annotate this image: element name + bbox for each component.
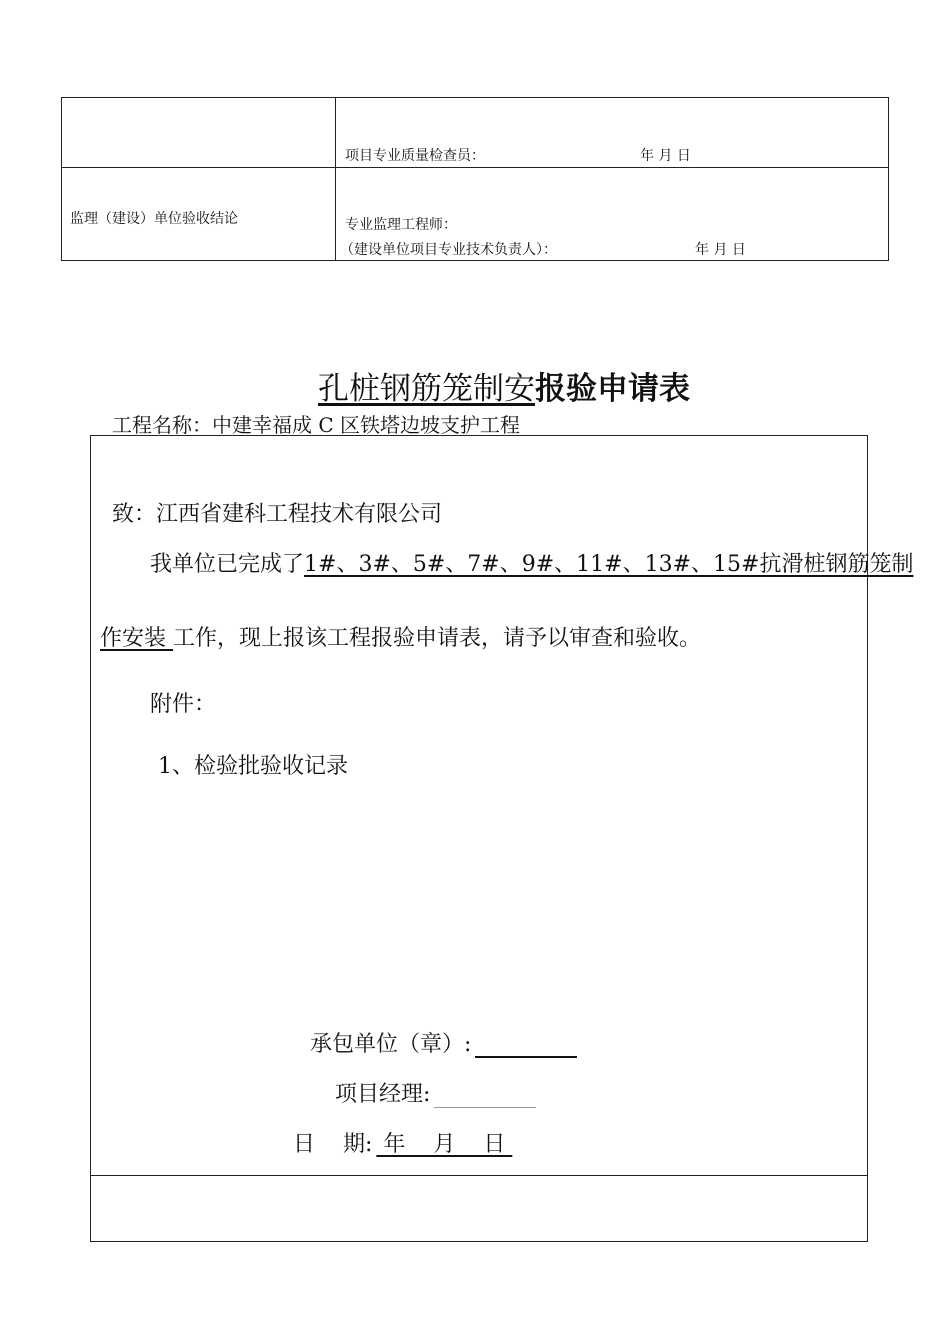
top-signoff-table [61, 97, 889, 261]
contractor-seal-line [310, 1027, 577, 1058]
engineer-date: 年 月 日 [695, 242, 746, 258]
completed-prefix: 我单位已完成了 [150, 552, 305, 577]
table-divider-vertical [335, 98, 336, 260]
contractor-label: 承包单位（章）: [310, 1032, 472, 1057]
project-manager-blank [434, 1085, 536, 1108]
completed-work-items: 1#、3#、5#、7#、9#、11#、13#、15#抗滑桩钢筋笼制 [304, 552, 914, 577]
attachment-label: 附件： [150, 692, 217, 717]
addressee-line: 致：江西省建科工程技术有限公司 [112, 502, 443, 527]
date-line [293, 1127, 512, 1158]
inspector-label: 项目专业质量检查员： [345, 148, 485, 164]
completed-work-items-cont: 作安装 [100, 626, 167, 651]
owner-technical-lead-label: （建设单位项目专业技术负责人）： [340, 242, 557, 258]
supervising-engineer-label: 专业监理工程师： [345, 217, 457, 233]
attachment-item-1: 1、检验批验收记录 [158, 754, 348, 779]
completed-work-line-2 [100, 621, 701, 652]
table-divider-horizontal [62, 167, 888, 168]
form-title-bold: 报验申请表 [535, 371, 690, 407]
contractor-blank [475, 1034, 577, 1058]
date-value: 年 月 日 [376, 1132, 513, 1157]
application-box-bottom-divider [91, 1175, 867, 1176]
date-label: 日 期: [293, 1132, 373, 1157]
form-title-underlined: 孔桩钢筋笼制安 [318, 371, 535, 407]
supervision-conclusion-label: 监理（建设）单位验收结论 [70, 211, 238, 227]
project-manager-label: 项目经理: [335, 1082, 431, 1107]
completed-work-line-1 [150, 547, 913, 578]
project-manager-line [335, 1077, 536, 1108]
project-name: 工程名称：中建幸福成 C 区铁塔边坡支护工程 [112, 413, 521, 437]
form-title [318, 363, 690, 408]
inspector-date: 年 月 日 [640, 148, 691, 164]
completed-suffix: 工作，现上报该工程报验申请表，请予以审查和验收。 [173, 626, 702, 651]
